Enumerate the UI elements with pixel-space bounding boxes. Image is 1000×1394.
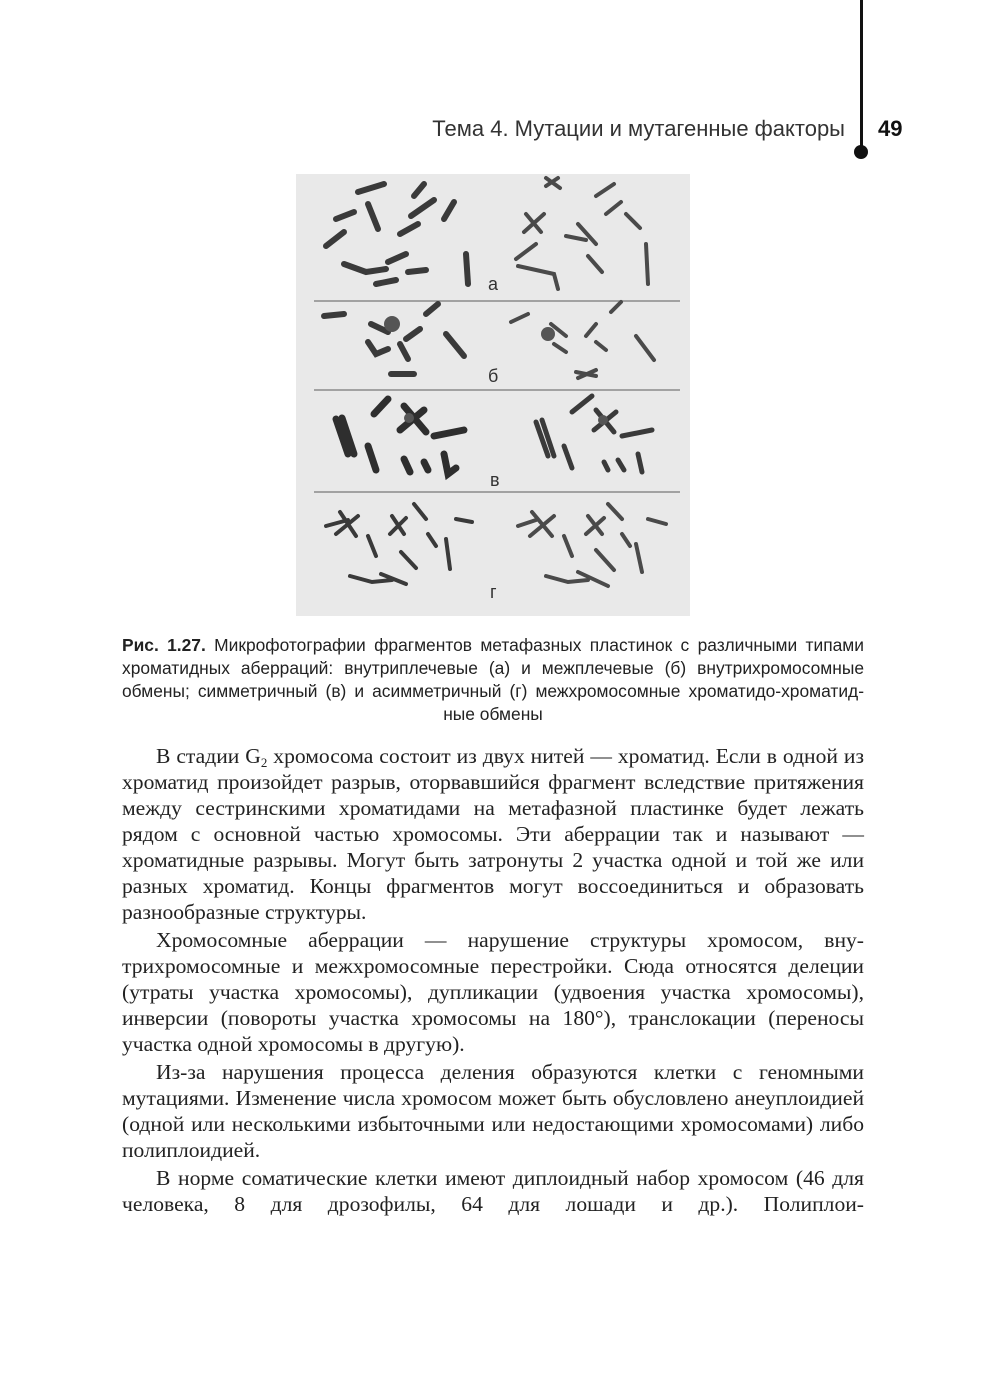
margin-rule-dot [854,145,868,159]
figure-micrographs [296,174,690,616]
p1-text-rest: хромосома состоит из двух нитей — хроматид. Если в одной из хроматид произойдет разрыв, оторвавшийся фрагмент вследствие притяжения между сестринскими хроматидами на метафазной пластинке будет лежать рядом с основной частью хромосомы. Эти аберрации так и называют — хроматидные разрывы. Могут быть затронуты 2 участка одной и той же или разных хроматид. Концы фрагментов могут воссоединиться и образовать разнообразные структуры. [122,744,864,924]
chromosome-micrographs-image [296,174,690,616]
paragraph-2: Хромосомные аберрации — нарушение структуры хромосом, внутрихромосомные и межхромосомные перестройки. Сюда относятся делеции (утраты участка хромосомы), дупликации (удвоения участка хромосомы), инверсии (повороты участка хромосомы на 180°), транслокации (переносы участка одной хромосомы в другую). [122,928,864,1056]
body-text [122,743,864,1217]
panel-label-a: а [488,274,499,294]
panel-label-g: г [490,582,497,602]
p1-text-start: В стадии G [156,744,261,768]
panel-label-b: б [488,366,499,386]
paragraph-4: В норме соматические клетки имеют диплоидный набор хромосом (46 для человека, 8 для дрозофилы, 64 для лошади и др.). Полиплои- [122,1166,864,1216]
caption-label: Рис. 1.27. [122,635,206,655]
panel-label-v: в [490,470,500,490]
page-number: 49 [878,116,903,141]
caption-text: Микрофотографии фрагментов метафазных пластинок с различными типами хроматидных аберраций: внутриплечевые (а) и межплечевые (б) внутрихромосомные обмены; симметричный (в) и асимметричный (г) межхромосомные хроматидо-хроматидные обмены [122,635,864,724]
margin-rule [860,0,863,150]
figure-caption [122,634,864,726]
running-head: Тема 4. Мутации и мутагенные факторы [432,116,845,141]
paragraph-1 [122,743,864,925]
p1-subscript: 2 [260,754,268,770]
paragraph-3: Из-за нарушения процесса деления образуются клетки с геномными мутациями. Изменение числа хромосом может быть обусловлено анеуплоидией (одной или несколькими избыточными или недостающими хромосомами) либо полиплоидией. [122,1060,864,1162]
